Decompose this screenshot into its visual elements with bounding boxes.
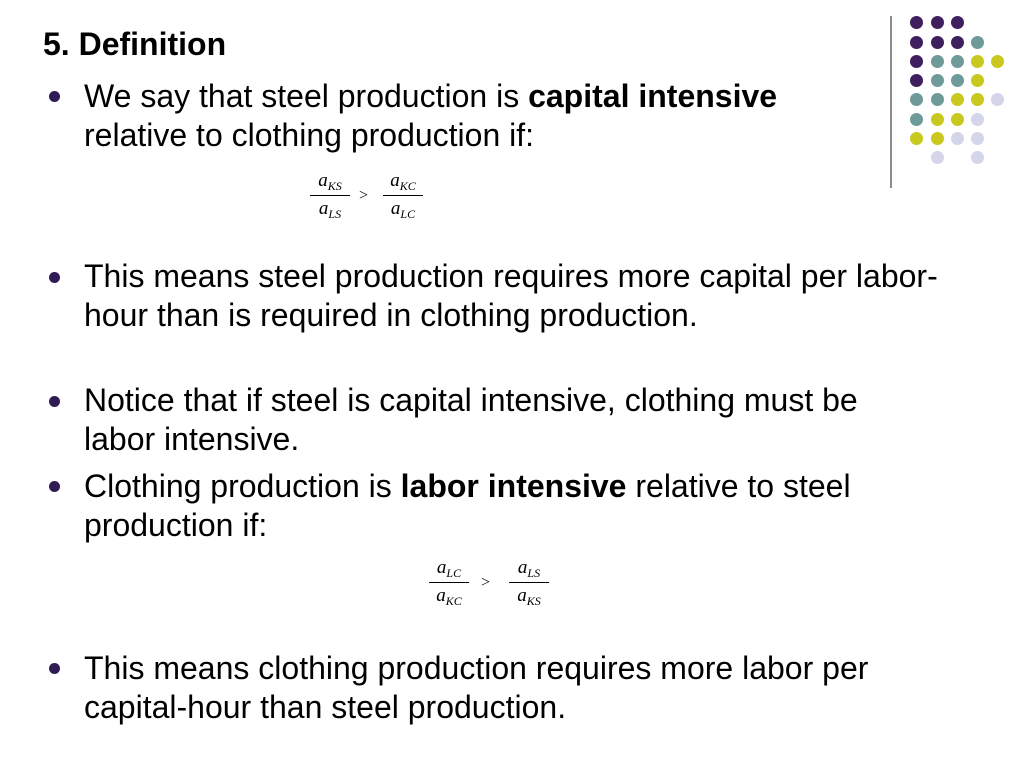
bullet-text-plain: relative to clothing production if: [84,117,535,153]
decor-dot [931,151,944,164]
decor-dot [910,132,923,145]
decor-dot [910,93,923,106]
decor-dot [991,55,1004,68]
decor-dot [910,55,923,68]
fraction-bar [429,582,469,583]
greater-than-sign: > [359,187,369,204]
fraction-bar [383,195,423,196]
decor-dot [971,93,984,106]
bullet-marker [49,663,60,674]
decor-dot [951,74,964,87]
decor-dot [910,113,923,126]
fraction-numerator: $a_{KS}$ [318,170,342,193]
fraction-denominator: $a_{LC}$ [390,198,416,221]
bullet-marker [49,91,60,102]
decor-dot [971,132,984,145]
fraction-left [310,170,350,220]
bullet-marker [49,481,60,492]
bullet-text-plain: Clothing production is [84,468,401,504]
decor-dot [910,16,923,29]
fraction-left [429,557,469,607]
decor-dot [931,74,944,87]
fraction-right [383,170,423,220]
decor-dot [951,93,964,106]
bullet-text-plain: relative to steel production if: [84,468,851,543]
bullet-marker [49,396,60,407]
decor-dot [931,16,944,29]
decor-dot [971,36,984,49]
decor-dot [910,74,923,87]
bullet-text-5: This means clothing production requires more labor per capital-hour than steel production. [84,650,869,725]
decor-dot [951,55,964,68]
fraction-numerator: $a_{LS}$ [517,557,541,580]
bullet-text-1 [84,77,804,155]
decor-dot [951,16,964,29]
bullet-marker [49,272,60,283]
decor-dot [931,55,944,68]
fraction-denominator: $a_{KS}$ [517,585,541,608]
bullet-text-plain: We say that steel production is [84,78,529,114]
decor-dot [951,36,964,49]
bullet-text-bold: labor intensive [400,468,627,504]
greater-than-sign: > [481,574,491,591]
fraction-denominator: $a_{KC}$ [436,585,462,608]
decor-dot [991,93,1004,106]
decorative-divider [890,16,892,188]
fraction-bar [509,582,549,583]
fraction-right [509,557,549,607]
decor-dot [931,113,944,126]
decor-dot [931,132,944,145]
decor-dot [931,93,944,106]
decor-dot [971,55,984,68]
fraction-numerator: $a_{LC}$ [436,557,462,580]
decor-dot [971,113,984,126]
bullet-text-2: This means steel production requires more capital per labor-hour than is required in clothing production. [84,258,938,333]
decor-dot [971,151,984,164]
decor-dot [971,74,984,87]
bullet-text-3: Notice that if steel is capital intensive, clothing must be labor intensive. [84,382,858,457]
bullet-text-bold: capital intensive [528,78,778,114]
decor-dot [931,36,944,49]
fraction-bar [310,195,350,196]
fraction-denominator: $a_{LS}$ [318,198,342,221]
bullet-text-4 [84,467,964,545]
decor-dot [910,36,923,49]
decor-dot [951,132,964,145]
slide-title: 5. Definition [43,26,227,62]
decor-dot [951,113,964,126]
fraction-numerator: $a_{KC}$ [390,170,416,193]
